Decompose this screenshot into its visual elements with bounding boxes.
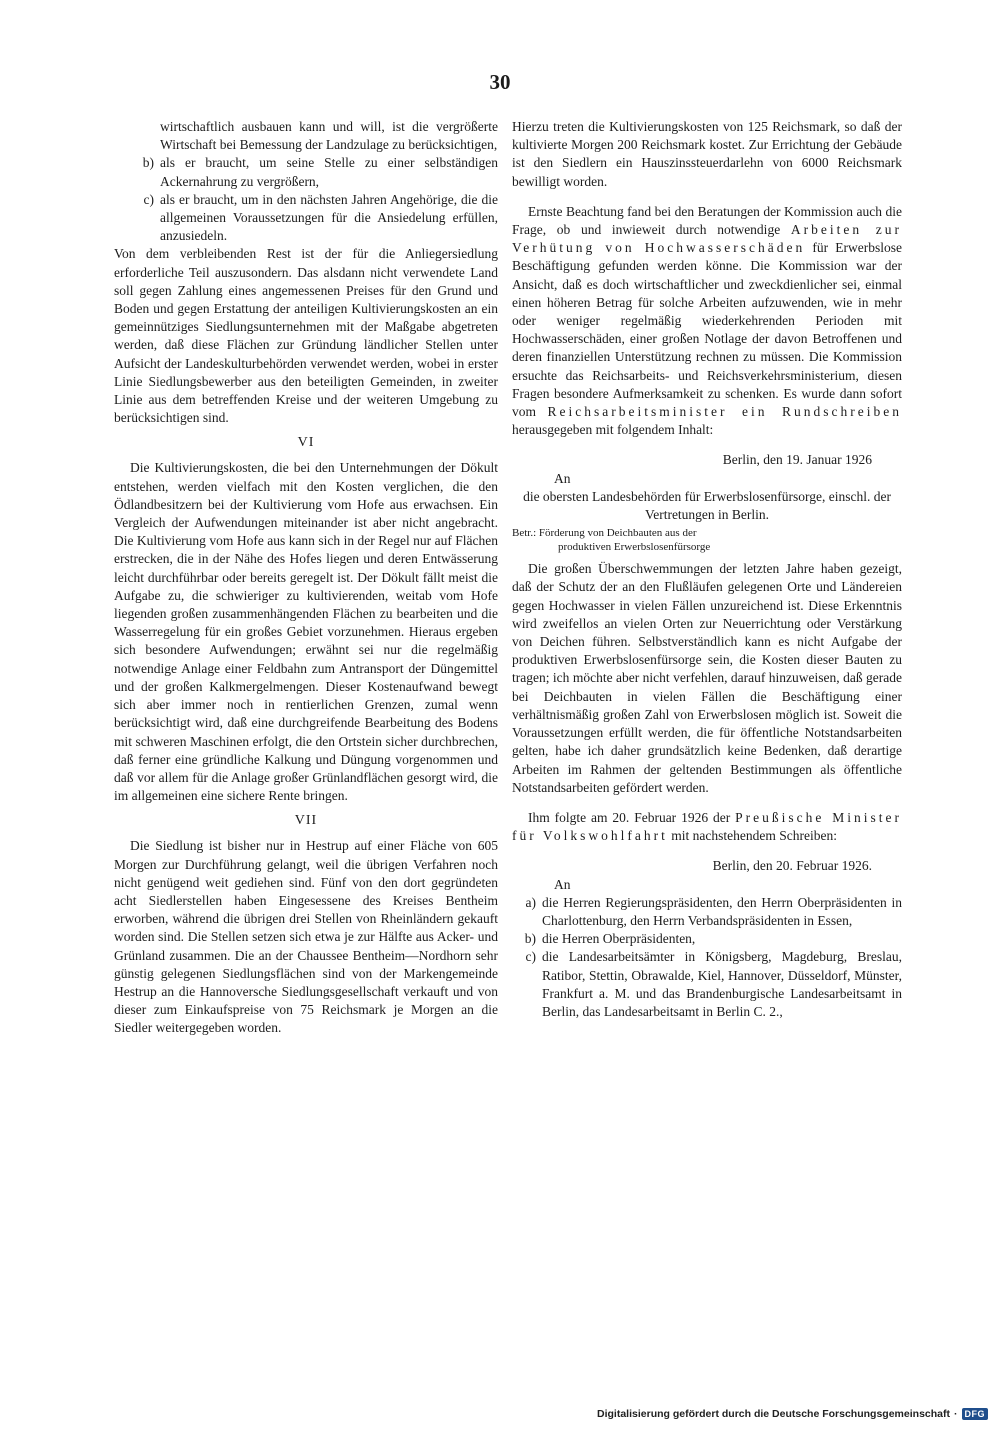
letter1-body: Die großen Überschwemmungen der letzten Jahre haben gezeigt, daß der Schutz der an den Flußläufen gelegenen Orte und Ländereien gegen Hochwasser in vielen Fällen unzureichend ist. Diese Erkenntnis wird zweifellos an vielen Orten zur Neuerrichtung oder Verstärkung von Deichen führen. Selbstverständlich kann es nicht Aufgabe der produktiven Erwerbslosenfürsorge sein, die Kosten dieser Bauten zu tragen; ich möchte aber nicht verfehlen, darauf hinzuweisen, daß gerade bei Deichbauten in vielen Fällen die Beschäftigung einer verhältnismäßig großen Zahl von Erwerbslosen möglich ist. Soweit die Voraussetzungen erfüllt werden, die für öffentliche Notstandsarbeiten gelten, habe ich daher grundsätzlich keine Bedenken, daß derartige Arbeiten im Rahmen der geltenden Bestimmungen als öffentliche Notstandsarbeiten gefördert werden.: [512, 561, 902, 795]
subject-line: produktiven Erwerbslosenfürsorge: [558, 541, 711, 554]
list-item: [114, 191, 498, 246]
paragraph-vi: Die Kultivierungskosten, die bei den Unternehmungen der Dökult entstehen, werden vielfach mit den Kosten verglichen, die den Ödlandbesitzern bei der Kultivierung vom Hofe aus erwachsen. Ein Vergleich der Aufwendungen miteinander ist aber nicht angebracht. Die Kultivierung vom Hofe aus kann sich in der Regel nur auf Flächen erstrecken, die in der Nähe des Hofes liegen und deren Entwässerung leicht durchführbar oder bereits geregelt ist. Der Dökult fällt meist die Aufgabe zu, die schwieriger zu kultivierenden, weitab vom Hofe liegenden großen zusammenhängenden Flächen zu bearbeiten und die Wasserregelung für ein großes Gebiet vorzunehmen. Hieraus ergeben sich besondere Aufwendungen; erwähnt sei nur die regelmäßig notwendige Anlage einer Feldbahn zum Antransport der Düngemittel und der großen Kalkmergelmengen. Dieser Kostenaufwand bewegt sich aber immer noch in rentierlichen Grenzen, zumal wenn berücksichtigt wird, daß eine durchgreifende Bearbeitung des Bodens mit schweren Maschinen erfolgt, die den Ortstein sicher durchbrechen, daß ferner eine gründliche Kalkung und Düngung vorgenommen und daß vor allem für die Anlage großer Grünlandflächen gesorgt wird, die im allgemeinen eine sichere Rente bringen.: [114, 460, 498, 804]
list-text: als er braucht, um seine Stelle zu einer selbständigen Ackernahrung zu vergrößern,: [160, 155, 498, 189]
dfg-logo-icon: DFG: [962, 1408, 989, 1420]
list-item: [512, 894, 902, 930]
subject-line: Förderung von Deichbauten aus der: [538, 527, 697, 540]
letter1-subject: [512, 526, 902, 554]
letter2-dateline: Berlin, den 20. Februar 1926.: [712, 858, 872, 874]
letter2-addressee-list: [512, 894, 902, 1021]
paragraph-top: Hierzu treten die Kultivierungskosten von 125 Reichsmark, so daß der kultivierte Morgen 200 Reichsmark kostet. Zur Errichtung der Gebäude ist den Siedlern ein Hauszinssteuerdarlehn von 6000 Reichsmark bewilligt worden.: [512, 119, 902, 189]
spaced-emphasis: Reichsarbeitsminister ein Rundschreiben: [547, 404, 902, 420]
spaced-emphasis: Arbeiten zur Verhütung von Hochwasserschäden: [512, 222, 902, 256]
list-item: [512, 948, 902, 1021]
text-run: herausgegeben mit folgendem Inhalt:: [512, 422, 714, 438]
letter1-addressee: die obersten Landesbehörden für Erwerbslosenfürsorge, einschl. der Vertretungen in Berlin.: [523, 488, 891, 523]
subject-label: Betr.:: [512, 527, 537, 540]
paragraph-vii: Die Siedlung ist bisher nur in Hestrup auf einer Fläche von 605 Morgen zur Durchführung gelangt, weil die übrigen Verfahren noch nicht genügend weit gediehen sind. Fünf von den dort gegründeten acht Siedlerstellen haben Eingesessene des Kreises Bentheim erworben, während die übrigen drei Stellen von Rheinländern gekauft worden sind. Die Stellen setzen sich etwa je zur Hälfte aus Acker- und Grünland zusammen. Die an der Chaussee Bentheim—Nordhorn sehr günstig gelegenen Siedlungsflächen sind von der Markengemeinde Hestrup an die Hannoversche Siedlungsgesellschaft verkauft und von dieser zum Einkaufspreise von 75 Reichsmark je Morgen an die Siedler weitergegeben worden.: [114, 838, 498, 1036]
section-heading-vii: VII: [294, 813, 318, 829]
list-item: [114, 154, 498, 190]
spaced-emphasis: Preußische Minister für Volkswohlfahrt: [512, 809, 903, 844]
right-column: [512, 118, 902, 1021]
list-item: [512, 930, 902, 948]
text-run: Ihm folgte am 20. Februar 1926 der: [528, 809, 731, 825]
text-run: Ernste Beachtung fand bei den Beratungen der Kommission auch die Frage, ob und inwieweit durch notwendige: [512, 203, 902, 238]
list-marker: b): [142, 155, 154, 171]
paragraph-rest: Von dem verbleibenden Rest ist der für die Anliegersiedlung erforderliche Teil auszusondern. Das alsdann nicht verwendete Land soll gegen Zahlung eines angemessenen Preises für den Grund und Boden und gegen Erstattung der anteiligen Kultivierungskosten an ein gemeinnütziges Siedlungsunternehmen mit der Maßgabe abgetreten werden, daß diese Flächen zur Gründung ländlicher Stellen unter Aufsicht der Landeskulturbehörden verwendet werden, wobei in erster Linie Siedlungsbewerber aus den beteiligten Gemeinden, in zweiter Linie aus dem betreffenden Kreise und der weiteren Umgebung zu berücksichtigen sind.: [114, 246, 498, 426]
letter1-dateline: Berlin, den 19. Januar 1926: [722, 452, 872, 468]
paragraph-folgte: [512, 809, 902, 845]
list-text: die Landesarbeitsämter in Königsberg, Magdeburg, Breslau, Ratibor, Stettin, Obrawalde, Kiel, Hannover, Düsseldorf, Münster, Frankfurt a. M. und das Brandenburgische Landesarbeitsamt in Berlin, das Landesarbeitsamt in Berlin C. 2.,: [542, 949, 902, 1019]
section-heading-vi: VI: [297, 435, 315, 451]
paragraph-beachtung: [512, 203, 902, 440]
list-marker: b): [524, 931, 536, 947]
left-column: [114, 118, 498, 1038]
footer-separator: ·: [954, 1408, 958, 1420]
list-marker: c): [143, 191, 154, 207]
page-number: 30: [489, 70, 511, 94]
text-run: für Erwerbslose Beschäftigung gefunden werden könne. Die Kommission war der Ansicht, daß es doch wirtschaftlicher und zweckdienlicher sei, einmal einen höheren Betrag für solche Arbeiten aufzuwenden, wie in mehr oder weniger regelmäßig wiederkehrenden Perioden mit Hochwasserschäden, einer großen Notlage der davon Betroffenen und deren finanziellen Unterstützung rechnen zu müssen. Die Kommission ersuchte das Reichsarbeits- und Reichsverkehrsministerium, diesen Fragen besondere Aufmerksamkeit zu schenken. Es wurde dann sofort vom: [512, 240, 902, 420]
list-text: als er braucht, um in den nächsten Jahren Angehörige, die die allgemeinen Voraussetzungen für die Ansiedelung erfüllen, anzusiedeln.: [160, 191, 498, 244]
footer-credit: [597, 1408, 988, 1420]
list-marker: a): [525, 894, 536, 910]
list-text: die Herren Oberpräsidenten,: [542, 931, 696, 947]
list-text: die Herren Regierungspräsidenten, den Herrn Oberpräsidenten in Charlottenburg, den Herrn Verbandspräsidenten in Essen,: [542, 894, 902, 928]
list-marker: c): [525, 949, 536, 965]
footer-text: Digitalisierung gefördert durch die Deutsche Forschungsgemeinschaft: [597, 1408, 950, 1420]
letter1-salutation: An: [554, 470, 571, 486]
text-run: mit nachstehendem Schreiben:: [671, 828, 837, 844]
letter2-salutation: An: [554, 876, 571, 892]
continuation-paragraph: wirtschaftlich ausbauen kann und will, ist die vergrößerte Wirtschaft bei Bemessung der Landzulage zu berücksichtigen,: [160, 119, 498, 153]
